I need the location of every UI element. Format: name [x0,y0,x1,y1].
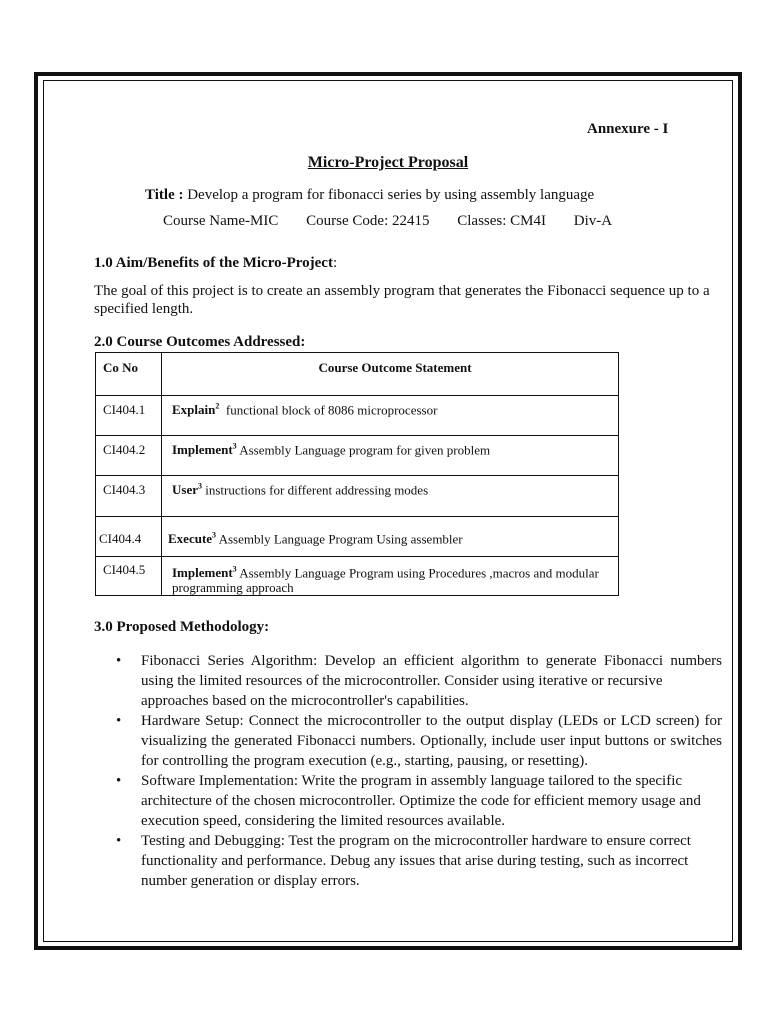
co-level: 2 [215,402,220,411]
co-text: Assembly Language program for given problem [236,442,491,458]
aim-heading-text: 1.0 Aim/Benefits of the Micro-Project [94,255,333,271]
bullet-icon: • [116,653,122,669]
title-text: Develop a program for fibonacci series by using assembly language [187,187,595,203]
bullet-icon: • [116,713,122,729]
co-text: Assembly Language Program using Procedures ,macros and modular programming approach [172,565,599,596]
course-code: Course Code: 22415 [306,213,430,229]
co-level: 3 [232,565,237,574]
co-number: CI404.4 [96,517,162,557]
co-statement [162,476,619,517]
course-outcomes-table [95,352,619,596]
co-statement [162,517,619,557]
table-row [96,396,619,436]
annexure-label: Annexure - I [587,121,669,137]
co-number: CI404.3 [96,476,162,517]
co-statement [162,396,619,436]
list-item [116,651,722,711]
list-item [116,831,722,891]
co-level: 3 [198,482,202,491]
bullet-icon: • [116,773,122,789]
co-statement [162,557,619,596]
list-item-text-continued: approaches based on the microcontroller's capabilities. [141,693,469,709]
co-number: CI404.1 [96,396,162,436]
aim-heading-colon: : [332,255,338,271]
table-row [96,436,619,476]
co-verb: Implement$^3$ [172,565,237,581]
aim-heading [94,255,337,272]
document-title: Micro-Project Proposal [307,154,469,171]
bullet-icon: • [116,833,122,849]
table-row [96,517,619,557]
table-row [96,476,619,517]
table-row [96,557,619,596]
project-title-line [145,187,594,204]
co-text: functional block of 8086 microprocessor [219,402,438,418]
list-item [116,711,722,771]
list-item [116,771,722,831]
table-header-row [96,353,619,396]
list-item-text: Software Implementation: Write the program in assembly language tailored to the specific architecture of the chosen microcontroller. Optimize the code for efficient memory usage and execution speed, considering the limited resources available. [141,773,701,829]
col-header-co-no: Co No [96,353,162,396]
course-info-line [163,213,636,230]
division: Div-A [573,213,613,229]
methodology-heading: 3.0 Proposed Methodology: [94,619,270,635]
list-item-text: Fibonacci Series Algorithm: Develop an efficient algorithm to generate Fibonacci numbers using the limited resources of the microcontroller. Consider using iterative or recursive [141,653,722,689]
co-verb: Explain$^2$ [172,402,220,418]
title-label: Title : [145,187,184,203]
co-level: 3 [212,531,217,540]
col-header-statement: Course Outcome Statement [162,353,619,396]
co-verb: Implement$^3$ [172,442,237,458]
co-verb: User$^3$ [172,482,202,498]
aim-paragraph: The goal of this project is to create an assembly program that generates the Fibonacci sequence up to a specified length. [94,283,710,317]
co-verb: Execute$^3$ [168,531,217,547]
outcomes-heading: 2.0 Course Outcomes Addressed: [94,334,306,350]
list-item-text: Hardware Setup: Connect the microcontroller to the output display (LEDs or LCD screen) for visualizing the generated Fibonacci numbers. Optionally, include user input buttons or switches for controlling the program execution (e.g., starting, pausing, or resetting). [141,713,722,769]
co-level: 3 [232,442,237,451]
co-statement [162,436,619,476]
co-text: instructions for different addressing modes [202,482,429,498]
list-item-text: Testing and Debugging: Test the program on the microcontroller hardware to ensure correct functionality and performance. Debug any issues that arise during testing, such as incorrect number generation or display errors. [141,833,691,889]
co-text: Assembly Language Program Using assembler [216,531,463,547]
methodology-list [116,651,722,891]
co-number: CI404.2 [96,436,162,476]
co-number: CI404.5 [96,557,162,596]
course-name: Course Name-MIC [163,213,279,229]
classes: Classes: CM4I [457,213,546,229]
